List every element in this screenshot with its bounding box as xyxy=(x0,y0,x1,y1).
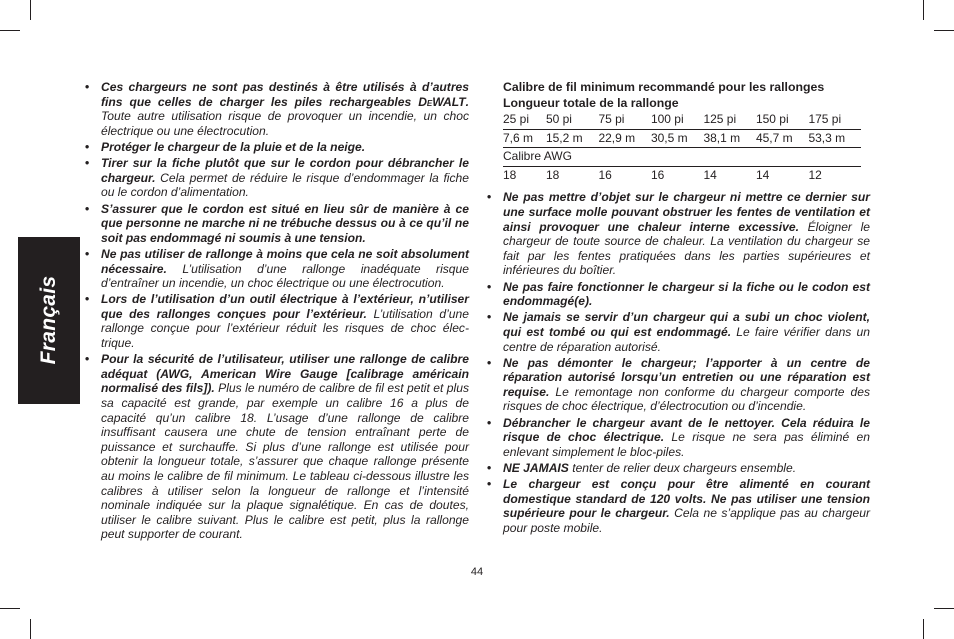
list-item: • Ne jamais se servir d’un chargeur qui a subi un choc violent, qui est tombé ou qui est endommagé. Le faire vérifier dans un centre de réparation autorisé. xyxy=(485,310,870,354)
table-cell: 7,6 m xyxy=(503,129,546,148)
table-cell: 14 xyxy=(703,167,717,182)
safety-list-left xyxy=(83,80,469,542)
language-side-tab xyxy=(18,237,80,404)
table-cell: 12 xyxy=(808,167,822,182)
table-cell: 18 xyxy=(545,167,560,182)
table-cell: 15,2 m xyxy=(546,129,599,148)
crop-mark xyxy=(0,608,20,609)
list-item: • NE JAMAIS tenter de relier deux chargeurs ensemble. xyxy=(485,461,870,476)
safety-list-right xyxy=(485,190,870,535)
list-item: • S’assurer que le cordon est situé en lieu sûr de manière à ce que personne ne marche ni ne trébuche dessus ou à ce qu’il ne soit pas endommagé ni soumis à une tension. xyxy=(83,202,469,246)
table-cell: 125 pi xyxy=(703,111,756,129)
table-title: Calibre de fil minimum recommandé pour les rallonges xyxy=(503,80,825,94)
table-cell: 25 pi xyxy=(503,111,546,129)
list-item: • Lors de l’utilisation d’un outil électrique à l’extérieur, n’utiliser que des rallonges conçues pour l’extérieur. L’utilisation d’une rallonge conçue pour l’extérieur réduit les risques de choc électrique. xyxy=(83,292,469,350)
left-column xyxy=(83,80,469,544)
list-item: • Pour la sécurité de l’utilisateur, utiliser une rallonge de calibre adéquat (AWG, American Wire Gauge [calibrage américain normalisé des fils]). Plus le numéro de calibre de fil est petit et plus sa capacité est grande, par exemple un calibre 16 a plus de capacité qu’un calibre 18. L’usage d’une rallonge de calibre insuffisant causera une chute de tension entraînant perte de puissance et surchauffe. Si plus d’une rallonge est utilisée pour obtenir la longueur totale, s’assurer que chaque rallonge présente au moins le calibre de fil minimum. Le tableau ci-dessous illustre les calibres à utiliser selon la longueur de rallonge et l’intensité nominale indiquée sur la plaque signalétique. En cas de doutes, utiliser le calibre suivant. Plus le calibre est petit, plus la rallonge peut supporter de courant. xyxy=(83,352,469,542)
list-item: • Protéger le chargeur de la pluie et de la neige. xyxy=(83,140,469,155)
list-item: • Ces chargeurs ne sont pas destinés à être utilisés à d’autres fins que celles de charger les piles rechargeables DeWALT. Toute autre utilisation risque de provoquer un incendie, un choc électrique ou une électrocution. xyxy=(83,80,469,138)
table-cell: 100 pi xyxy=(651,111,704,129)
list-item: • Ne pas faire fonctionner le chargeur si la fiche ou le codon est endommagé(e). xyxy=(485,280,870,309)
crop-mark xyxy=(923,0,924,20)
table-cell: 50 pi xyxy=(546,111,599,129)
list-item: • Ne pas démonter le chargeur; l’apporter à un centre de réparation autorisé lorsqu’un entretien ou une réparation est requise. Le remontage non conforme du chargeur comporte des risques de choc électrique, d’électrocution ou d’incendie. xyxy=(485,356,870,414)
crop-mark xyxy=(30,0,31,20)
gauge-table xyxy=(503,111,861,184)
table-subtitle: Longueur totale de la rallonge xyxy=(503,95,679,110)
crop-mark xyxy=(934,608,954,609)
brand-name: DeWALT xyxy=(418,94,466,109)
table-row-meters xyxy=(503,129,861,148)
crop-mark xyxy=(30,619,31,639)
table-cell: 30,5 m xyxy=(651,129,704,148)
crop-mark xyxy=(923,619,924,639)
table-cell: 18 xyxy=(503,167,517,182)
crop-mark xyxy=(0,30,20,31)
list-item: • Le chargeur est conçu pour être alimenté en courant domestique standard de 120 volts. Ne pas utiliser une tension supérieure pour le chargeur. Cela ne s’applique pas au chargeur pour poste mobile. xyxy=(485,477,870,535)
crop-mark xyxy=(934,30,954,31)
language-label: Français xyxy=(37,275,60,365)
right-column xyxy=(485,80,870,537)
table-cell: 53,3 m xyxy=(808,129,861,148)
table-cell: 175 pi xyxy=(808,111,861,129)
table-row-awg xyxy=(503,166,861,184)
extension-cord-gauge-table xyxy=(503,80,870,184)
table-cell: 75 pi xyxy=(598,111,651,129)
table-row-awg-heading xyxy=(503,148,861,167)
table-cell: 45,7 m xyxy=(756,129,809,148)
table-row-feet xyxy=(503,111,861,129)
list-item: • Ne pas utiliser de rallonge à moins que cela ne soit absolument nécessaire. L’utilisation d’une rallonge inadéquate risque d’entraîner un incendie, un choc électrique ou une électrocution. xyxy=(83,247,469,291)
list-item: • Ne pas mettre d’objet sur le chargeur ni mettre ce dernier sur une surface molle pouvant obstruer les fentes de ventilation et ainsi provoquer une chaleur interne excessive. Éloigner le chargeur de toute source de chaleur. La ventilation du chargeur se fait par les fentes pratiquées dans les parties supérieures et inférieures du boîtier. xyxy=(485,190,870,278)
list-item: • Tirer sur la fiche plutôt que sur le cordon pour débrancher le chargeur. Cela permet de réduire le risque d’endommager la fiche ou le cordon d’alimentation. xyxy=(83,156,469,200)
table-cell: 22,9 m xyxy=(598,129,651,148)
page-number: 44 xyxy=(470,566,484,578)
table-cell: 38,1 m xyxy=(703,129,756,148)
table-cell: Calibre AWG xyxy=(503,148,861,167)
list-item: • Débrancher le chargeur avant de le nettoyer. Cela réduira le risque de choc électrique. Le risque ne sera pas éliminé en enlevant simplement le bloc-piles. xyxy=(485,416,870,460)
table-cell: 16 xyxy=(598,167,612,182)
table-cell: 14 xyxy=(755,167,770,182)
table-cell: 16 xyxy=(650,167,665,182)
table-cell: 150 pi xyxy=(756,111,809,129)
